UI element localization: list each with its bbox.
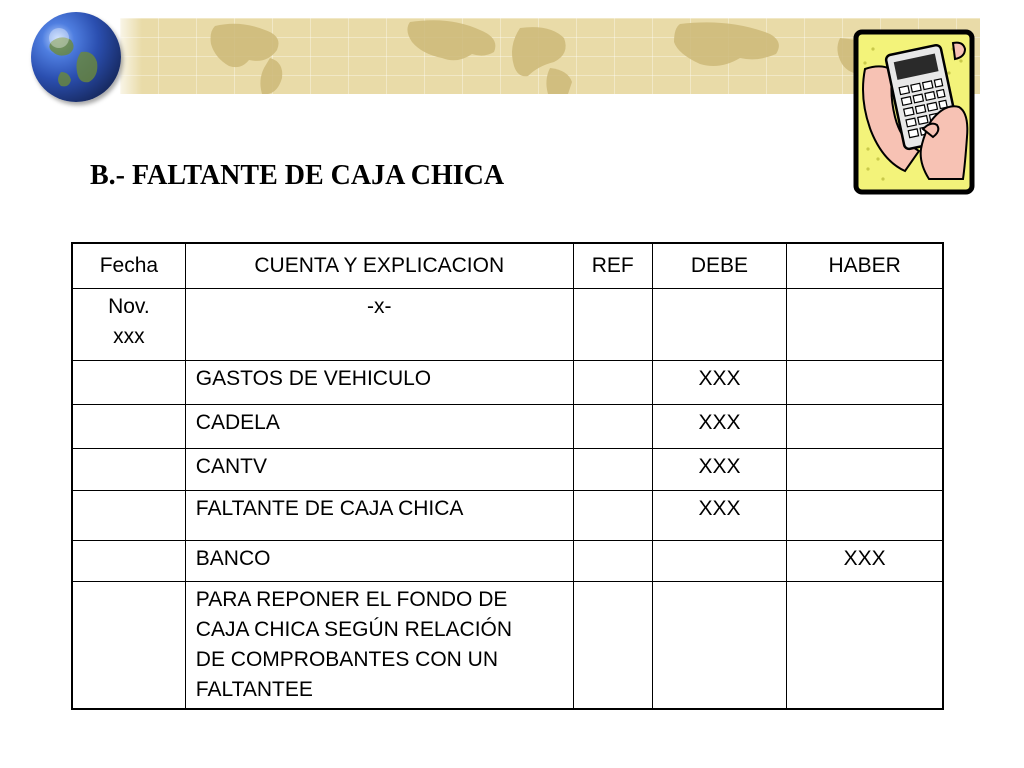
- explicacion-line: PARA REPONER EL FONDO DE: [195, 588, 508, 611]
- journal-entry-table: [71, 242, 944, 710]
- cell-fecha: [72, 491, 185, 541]
- page-title: B.- FALTANTE DE CAJA CHICA: [90, 160, 505, 191]
- fecha-day: xxx: [113, 325, 145, 348]
- cell-haber: [787, 449, 943, 491]
- cell-ref: [573, 582, 652, 710]
- cell-ref: [573, 541, 652, 582]
- cell-haber: [787, 361, 943, 405]
- cell-ref: [573, 449, 652, 491]
- cell-fecha: [72, 405, 185, 449]
- cell-cuenta: GASTOS DE VEHICULO: [185, 361, 573, 405]
- cell-debe: [652, 582, 787, 710]
- cell-debe: XXX: [652, 405, 787, 449]
- cell-haber: [787, 289, 943, 361]
- cell-ref: [573, 491, 652, 541]
- cell-ref: [573, 405, 652, 449]
- cell-fecha: [72, 582, 185, 710]
- table-row: [72, 541, 943, 582]
- table-header-row: [72, 243, 943, 289]
- cell-cuenta: FALTANTE DE CAJA CHICA: [185, 491, 573, 541]
- cell-fecha: [72, 289, 185, 361]
- table-row: [72, 449, 943, 491]
- table-row: [72, 491, 943, 541]
- cell-haber: [787, 405, 943, 449]
- cell-debe: XXX: [652, 361, 787, 405]
- cell-cuenta: -x-: [185, 289, 573, 361]
- cell-debe: [652, 289, 787, 361]
- cell-debe: [652, 541, 787, 582]
- cell-cuenta: CADELA: [185, 405, 573, 449]
- cell-haber: XXX: [787, 541, 943, 582]
- cell-cuenta: CANTV: [185, 449, 573, 491]
- cell-debe: XXX: [652, 449, 787, 491]
- table-row: [72, 289, 943, 361]
- header-debe: DEBE: [652, 243, 787, 289]
- world-map-banner: [120, 18, 980, 94]
- cell-fecha: [72, 361, 185, 405]
- hands-calculator-icon: [853, 29, 975, 195]
- cell-haber: [787, 582, 943, 710]
- header-fecha: Fecha: [72, 243, 185, 289]
- cell-debe: XXX: [652, 491, 787, 541]
- table-row: [72, 361, 943, 405]
- header-haber: HABER: [787, 243, 943, 289]
- table-row: [72, 582, 943, 710]
- cell-cuenta-explicacion: [185, 582, 573, 710]
- explicacion-line: FALTANTEE: [195, 678, 313, 701]
- cell-cuenta: BANCO: [185, 541, 573, 582]
- header-cuenta: CUENTA Y EXPLICACION: [185, 243, 573, 289]
- cell-ref: [573, 361, 652, 405]
- cell-fecha: [72, 541, 185, 582]
- header-ref: REF: [573, 243, 652, 289]
- cell-ref: [573, 289, 652, 361]
- explicacion-line: DE COMPROBANTES CON UN: [195, 648, 498, 671]
- cell-fecha: [72, 449, 185, 491]
- table-row: [72, 405, 943, 449]
- cell-haber: [787, 491, 943, 541]
- globe-icon: [31, 12, 121, 102]
- explicacion-line: CAJA CHICA SEGÚN RELACIÓN: [195, 618, 513, 641]
- fecha-month: Nov.: [108, 295, 150, 318]
